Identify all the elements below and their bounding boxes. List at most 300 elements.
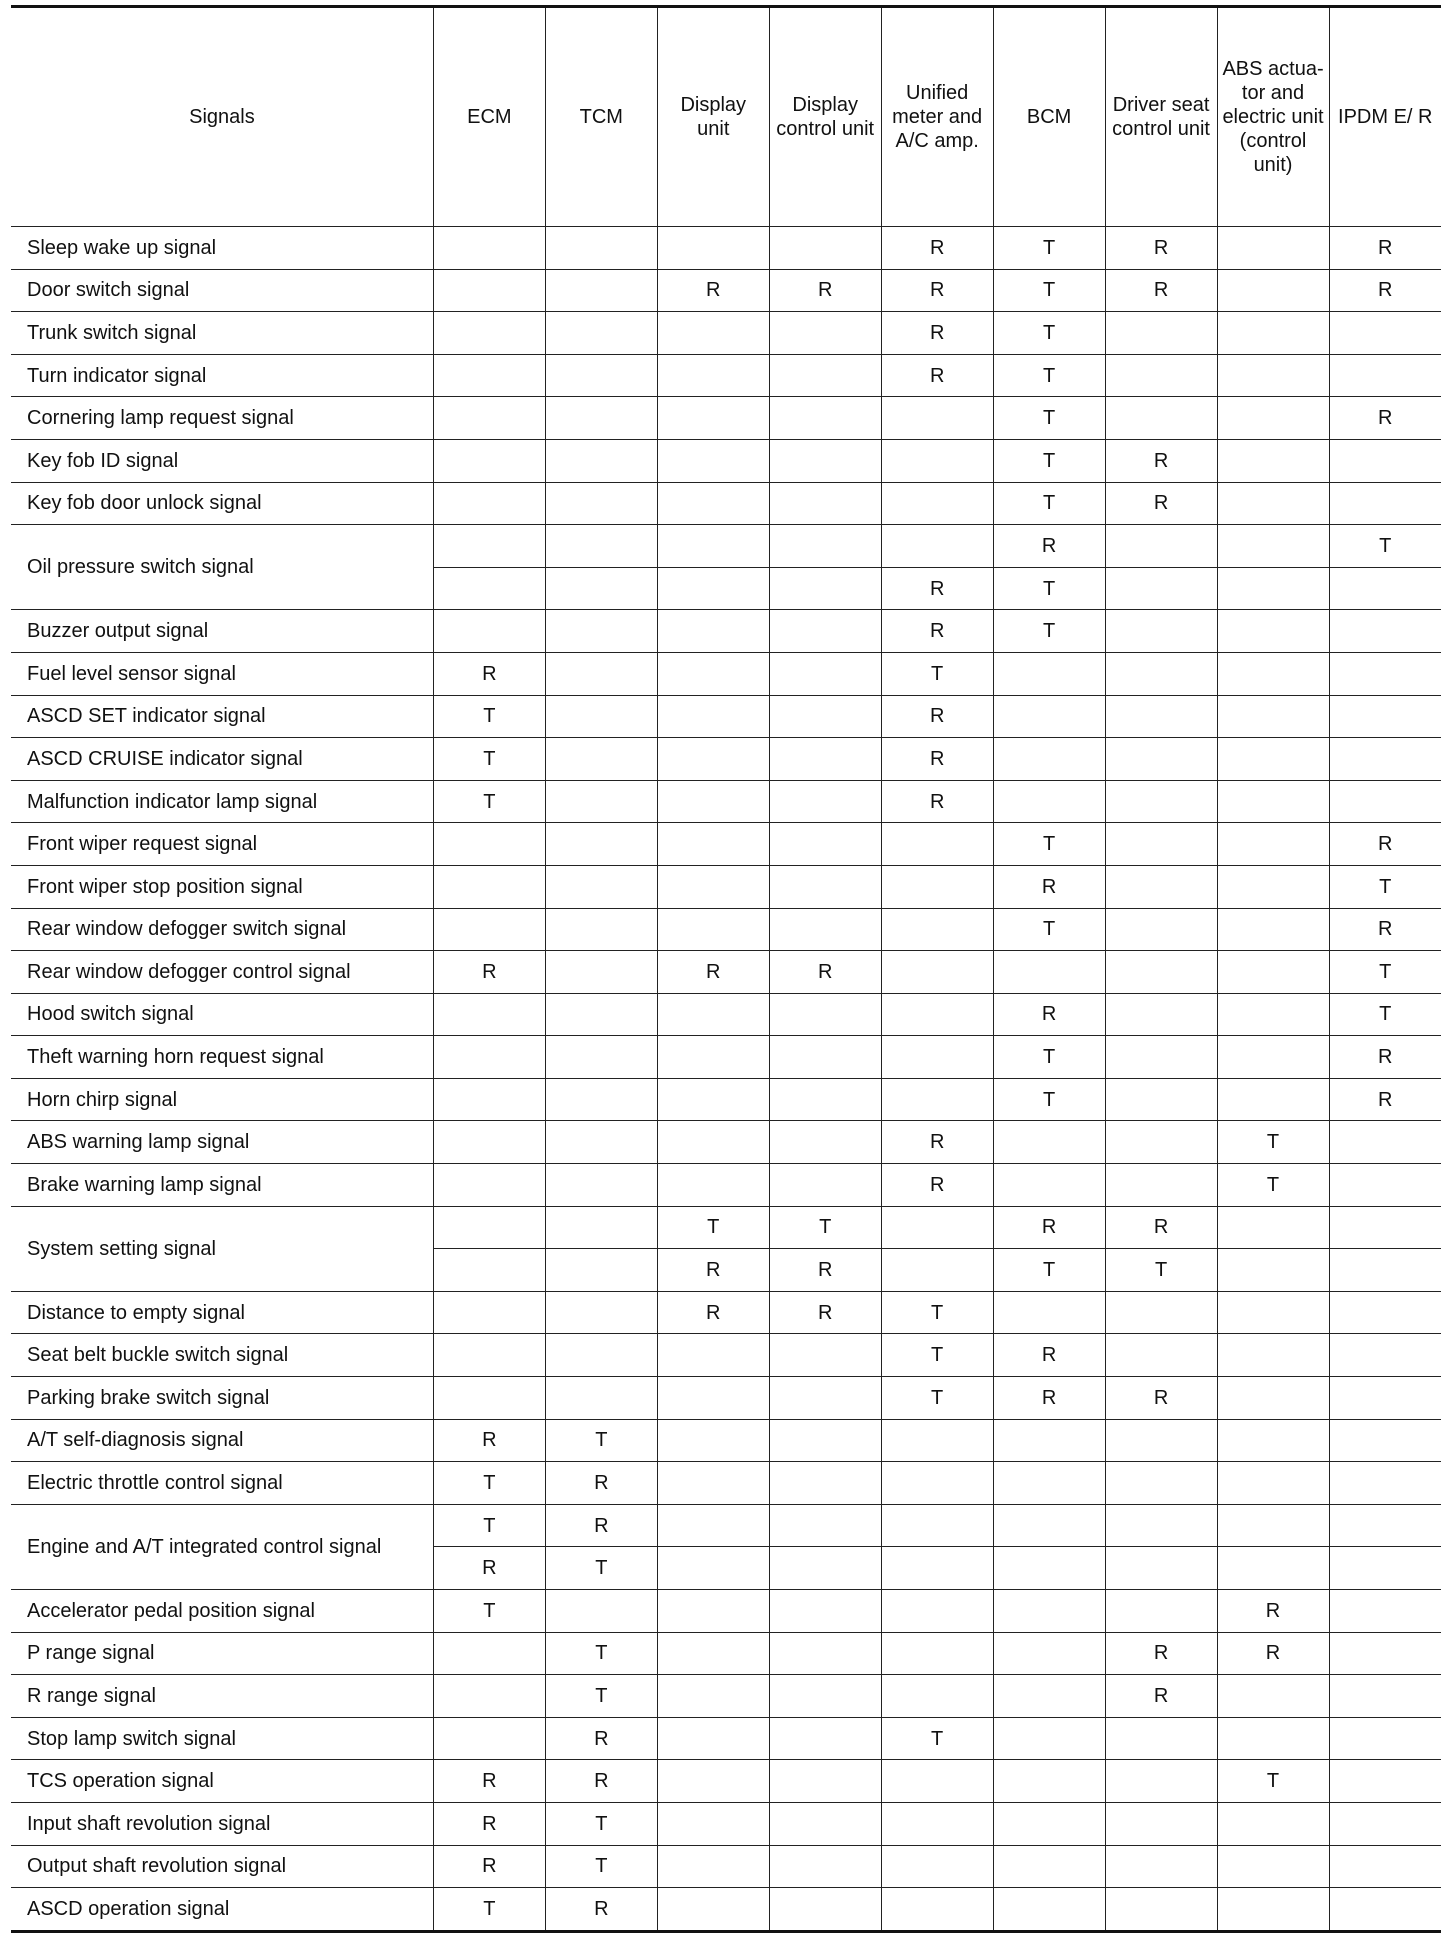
signal-value-cell — [993, 780, 1105, 823]
signal-value-cell — [657, 780, 769, 823]
column-header-abs-actuator: ABS actua-tor and electric unit (control unit) — [1217, 7, 1329, 227]
signal-value-cell: R — [433, 1802, 545, 1845]
signal-value-cell: T — [993, 908, 1105, 951]
signal-value-cell — [433, 1717, 545, 1760]
signal-value-cell — [1217, 354, 1329, 397]
signal-value-cell — [545, 823, 657, 866]
signal-value-cell — [545, 652, 657, 695]
signal-value-cell — [657, 1078, 769, 1121]
signal-name-cell: TCS operation signal — [11, 1760, 433, 1803]
signal-value-cell — [657, 227, 769, 270]
signal-value-cell: R — [433, 1760, 545, 1803]
signal-value-cell — [657, 1675, 769, 1718]
signal-value-cell: T — [433, 1462, 545, 1505]
signal-value-cell — [545, 439, 657, 482]
signal-value-cell — [1105, 695, 1217, 738]
signal-value-cell: R — [1105, 1206, 1217, 1249]
signal-value-cell: T — [881, 1717, 993, 1760]
signal-value-cell: T — [1217, 1121, 1329, 1164]
signal-value-cell: T — [881, 1377, 993, 1420]
signal-value-cell — [881, 1547, 993, 1590]
signal-value-cell: R — [993, 865, 1105, 908]
signal-name-cell: Oil pressure switch signal — [11, 525, 433, 610]
signal-name-cell: Trunk switch signal — [11, 312, 433, 355]
signal-value-cell: T — [545, 1845, 657, 1888]
signal-name-cell: R range signal — [11, 1675, 433, 1718]
signal-value-cell: T — [993, 610, 1105, 653]
signal-value-cell: T — [433, 738, 545, 781]
signal-value-cell — [1217, 1334, 1329, 1377]
signal-value-cell — [993, 1462, 1105, 1505]
signal-value-cell — [1217, 312, 1329, 355]
signal-value-cell — [545, 312, 657, 355]
signal-value-cell — [769, 1802, 881, 1845]
signal-value-cell — [545, 865, 657, 908]
table-row — [11, 1717, 1441, 1760]
signal-value-cell — [545, 269, 657, 312]
signal-value-cell — [1329, 780, 1441, 823]
signal-value-cell: R — [433, 1845, 545, 1888]
signal-value-cell — [769, 439, 881, 482]
signal-value-cell — [1105, 1547, 1217, 1590]
signal-value-cell — [1217, 908, 1329, 951]
signal-value-cell: R — [545, 1717, 657, 1760]
signal-value-cell — [1105, 780, 1217, 823]
signal-value-cell — [993, 1760, 1105, 1803]
signal-value-cell — [545, 1249, 657, 1292]
signal-value-cell — [881, 951, 993, 994]
signal-value-cell: T — [993, 354, 1105, 397]
signal-value-cell: T — [1329, 993, 1441, 1036]
signal-value-cell — [1217, 1802, 1329, 1845]
signal-value-cell — [657, 610, 769, 653]
signal-value-cell: R — [1329, 269, 1441, 312]
signal-value-cell: T — [545, 1547, 657, 1590]
signal-value-cell — [657, 1462, 769, 1505]
signal-name-cell: Fuel level sensor signal — [11, 652, 433, 695]
table-row — [11, 227, 1441, 270]
signal-value-cell — [1105, 1121, 1217, 1164]
signal-value-cell — [1217, 1249, 1329, 1292]
signal-value-cell: R — [1329, 1078, 1441, 1121]
signal-value-cell — [545, 738, 657, 781]
signal-value-cell — [1217, 439, 1329, 482]
signal-value-cell — [881, 823, 993, 866]
signal-value-cell — [433, 1632, 545, 1675]
signal-value-cell: R — [993, 993, 1105, 1036]
signal-value-cell — [1217, 1462, 1329, 1505]
signal-value-cell — [1217, 567, 1329, 610]
signal-value-cell — [1105, 1291, 1217, 1334]
signal-value-cell — [545, 1291, 657, 1334]
signal-value-cell: R — [657, 1249, 769, 1292]
table-row — [11, 1462, 1441, 1505]
table-row — [11, 1760, 1441, 1803]
table-row — [11, 1377, 1441, 1420]
signal-value-cell: R — [1105, 482, 1217, 525]
table-row — [11, 1206, 1441, 1249]
signal-value-cell — [1105, 1802, 1217, 1845]
signal-value-cell — [1217, 269, 1329, 312]
signal-value-cell — [1105, 1036, 1217, 1079]
signal-value-cell — [1217, 397, 1329, 440]
signal-value-cell: R — [433, 652, 545, 695]
signal-value-cell — [881, 865, 993, 908]
signal-value-cell — [545, 610, 657, 653]
signal-value-cell — [433, 1206, 545, 1249]
signal-value-cell — [545, 1036, 657, 1079]
signal-value-cell — [1105, 1888, 1217, 1932]
signal-value-cell — [1329, 482, 1441, 525]
signal-value-cell — [433, 397, 545, 440]
signal-value-cell: R — [1329, 823, 1441, 866]
signal-value-cell — [545, 993, 657, 1036]
signal-value-cell — [1217, 780, 1329, 823]
signal-value-cell: T — [993, 312, 1105, 355]
signal-value-cell — [881, 1632, 993, 1675]
table-row — [11, 1291, 1441, 1334]
table-row — [11, 1504, 1441, 1547]
signal-value-cell — [545, 1377, 657, 1420]
signal-value-cell — [433, 439, 545, 482]
signal-value-cell — [769, 1078, 881, 1121]
table-row — [11, 354, 1441, 397]
signal-value-cell: R — [993, 1206, 1105, 1249]
signal-value-cell — [433, 1249, 545, 1292]
signal-value-cell — [769, 1547, 881, 1590]
signal-name-cell: Seat belt buckle switch signal — [11, 1334, 433, 1377]
signal-name-cell: ABS warning lamp signal — [11, 1121, 433, 1164]
signal-value-cell — [1217, 1845, 1329, 1888]
signal-value-cell: T — [993, 482, 1105, 525]
signal-value-cell — [769, 1760, 881, 1803]
signal-value-cell — [433, 1036, 545, 1079]
signal-name-cell: Buzzer output signal — [11, 610, 433, 653]
signal-name-cell: Sleep wake up signal — [11, 227, 433, 270]
signal-value-cell — [657, 1121, 769, 1164]
signal-table — [11, 5, 1441, 1933]
signal-value-cell — [881, 525, 993, 568]
signal-value-cell — [769, 227, 881, 270]
signal-value-cell — [657, 1760, 769, 1803]
signal-value-cell: T — [881, 1334, 993, 1377]
signal-value-cell — [769, 738, 881, 781]
signal-value-cell — [1329, 439, 1441, 482]
signal-value-cell: R — [1329, 1036, 1441, 1079]
signal-value-cell — [1105, 993, 1217, 1036]
signal-value-cell — [769, 1462, 881, 1505]
signal-value-cell — [993, 1164, 1105, 1207]
signal-value-cell — [1217, 1036, 1329, 1079]
signal-value-cell — [1329, 1206, 1441, 1249]
signal-value-cell: T — [881, 1291, 993, 1334]
signal-value-cell — [657, 1717, 769, 1760]
signal-value-cell — [1329, 354, 1441, 397]
table-row — [11, 823, 1441, 866]
signal-value-cell — [545, 695, 657, 738]
signal-value-cell — [1217, 1291, 1329, 1334]
signal-value-cell — [1329, 1504, 1441, 1547]
signal-value-cell: T — [881, 652, 993, 695]
signal-value-cell — [1217, 652, 1329, 695]
signal-name-cell: Key fob ID signal — [11, 439, 433, 482]
signal-value-cell — [1105, 1717, 1217, 1760]
signal-name-cell: Hood switch signal — [11, 993, 433, 1036]
signal-value-cell — [1105, 1760, 1217, 1803]
signal-value-cell: T — [993, 567, 1105, 610]
signal-value-cell — [1329, 1675, 1441, 1718]
table-row — [11, 652, 1441, 695]
signal-value-cell — [657, 525, 769, 568]
signal-value-cell: R — [1329, 227, 1441, 270]
signal-value-cell — [1217, 1078, 1329, 1121]
table-row — [11, 908, 1441, 951]
signal-name-cell: P range signal — [11, 1632, 433, 1675]
signal-value-cell — [1217, 1206, 1329, 1249]
signal-value-cell: R — [1105, 227, 1217, 270]
signal-value-cell — [1217, 865, 1329, 908]
signal-value-cell: R — [881, 780, 993, 823]
signal-value-cell — [769, 525, 881, 568]
signal-value-cell: R — [1105, 1675, 1217, 1718]
signal-value-cell — [769, 993, 881, 1036]
signal-value-cell — [1217, 1675, 1329, 1718]
signal-value-cell — [1217, 610, 1329, 653]
signal-value-cell — [993, 1802, 1105, 1845]
table-row — [11, 1802, 1441, 1845]
signal-value-cell — [1329, 1802, 1441, 1845]
signal-value-cell: R — [433, 951, 545, 994]
signal-value-cell — [769, 1419, 881, 1462]
signal-value-cell — [769, 1121, 881, 1164]
signal-value-cell — [1217, 1547, 1329, 1590]
signal-value-cell — [545, 354, 657, 397]
column-header-display-control-unit: Display control unit — [769, 7, 881, 227]
signal-value-cell: R — [657, 1291, 769, 1334]
signal-value-cell: R — [881, 610, 993, 653]
signal-value-cell — [657, 439, 769, 482]
signal-value-cell — [545, 1334, 657, 1377]
signal-value-cell — [657, 1590, 769, 1633]
signal-value-cell: R — [1105, 439, 1217, 482]
signal-value-cell — [1329, 1845, 1441, 1888]
signal-value-cell: R — [881, 695, 993, 738]
signal-value-cell: T — [545, 1675, 657, 1718]
signal-value-cell — [657, 397, 769, 440]
signal-value-cell — [1329, 567, 1441, 610]
signal-name-cell: Door switch signal — [11, 269, 433, 312]
signal-value-cell — [657, 1504, 769, 1547]
signal-value-cell — [1329, 652, 1441, 695]
column-header-bcm: BCM — [993, 7, 1105, 227]
signal-value-cell — [769, 652, 881, 695]
signal-value-cell: R — [433, 1419, 545, 1462]
signal-value-cell: T — [545, 1802, 657, 1845]
column-header-signals: Signals — [11, 7, 433, 227]
signal-value-cell — [1105, 1845, 1217, 1888]
table-header — [11, 7, 1441, 227]
signal-value-cell — [993, 1590, 1105, 1633]
signal-value-cell — [433, 1291, 545, 1334]
signal-value-cell: R — [769, 951, 881, 994]
signal-value-cell — [1105, 525, 1217, 568]
signal-value-cell — [993, 1419, 1105, 1462]
signal-value-cell — [881, 1845, 993, 1888]
table-row — [11, 610, 1441, 653]
signal-value-cell — [993, 652, 1105, 695]
signal-value-cell — [1329, 312, 1441, 355]
signal-value-cell — [433, 908, 545, 951]
signal-name-cell: Output shaft revolution signal — [11, 1845, 433, 1888]
signal-value-cell: T — [433, 695, 545, 738]
signal-value-cell: R — [545, 1462, 657, 1505]
table-row — [11, 1675, 1441, 1718]
signal-value-cell: T — [993, 1249, 1105, 1292]
signal-value-cell — [769, 1888, 881, 1932]
signal-value-cell — [881, 482, 993, 525]
signal-value-cell — [657, 567, 769, 610]
signal-value-cell: T — [993, 439, 1105, 482]
signal-value-cell — [433, 269, 545, 312]
signal-value-cell: T — [1329, 865, 1441, 908]
signal-value-cell — [545, 908, 657, 951]
signal-value-cell — [769, 1164, 881, 1207]
signal-value-cell — [1329, 1547, 1441, 1590]
signal-value-cell — [657, 823, 769, 866]
signal-value-cell: R — [1217, 1632, 1329, 1675]
signal-value-cell — [769, 865, 881, 908]
table-row — [11, 1845, 1441, 1888]
table-body — [11, 227, 1441, 1932]
signal-value-cell — [1105, 354, 1217, 397]
column-header-tcm: TCM — [545, 7, 657, 227]
signal-value-cell — [433, 865, 545, 908]
signal-value-cell — [1105, 951, 1217, 994]
signal-name-cell: Parking brake switch signal — [11, 1377, 433, 1420]
signal-value-cell — [881, 908, 993, 951]
signal-value-cell — [1105, 1419, 1217, 1462]
signal-value-cell — [433, 354, 545, 397]
signal-value-cell — [433, 1377, 545, 1420]
signal-value-cell — [657, 695, 769, 738]
signal-value-cell — [433, 525, 545, 568]
signal-name-cell: ASCD CRUISE indicator signal — [11, 738, 433, 781]
signal-name-cell: Electric throttle control signal — [11, 1462, 433, 1505]
table-row — [11, 951, 1441, 994]
signal-value-cell — [881, 993, 993, 1036]
signal-value-cell — [769, 695, 881, 738]
table-row — [11, 439, 1441, 482]
signal-value-cell — [657, 1334, 769, 1377]
table-row — [11, 1036, 1441, 1079]
signal-value-cell — [657, 865, 769, 908]
signal-value-cell — [657, 1547, 769, 1590]
signal-value-cell — [769, 1504, 881, 1547]
signal-value-cell — [545, 567, 657, 610]
signal-value-cell — [657, 908, 769, 951]
signal-value-cell — [1329, 1121, 1441, 1164]
signal-value-cell — [433, 610, 545, 653]
signal-value-cell — [657, 1164, 769, 1207]
signal-value-cell: T — [993, 1078, 1105, 1121]
table-row — [11, 397, 1441, 440]
signal-value-cell — [657, 1632, 769, 1675]
table-row — [11, 1632, 1441, 1675]
signal-name-cell: ASCD SET indicator signal — [11, 695, 433, 738]
table-row — [11, 482, 1441, 525]
signal-value-cell: R — [993, 1334, 1105, 1377]
signal-name-cell: Theft warning horn request signal — [11, 1036, 433, 1079]
signal-value-cell — [769, 610, 881, 653]
signal-value-cell: R — [881, 354, 993, 397]
signal-value-cell — [1105, 1164, 1217, 1207]
signal-value-cell — [1217, 1419, 1329, 1462]
signal-value-cell — [881, 1249, 993, 1292]
signal-value-cell — [545, 1164, 657, 1207]
signal-value-cell — [881, 1036, 993, 1079]
signal-value-cell — [1217, 1377, 1329, 1420]
signal-value-cell: R — [993, 525, 1105, 568]
signal-value-cell — [1105, 1078, 1217, 1121]
signal-value-cell — [993, 1632, 1105, 1675]
signal-value-cell — [545, 227, 657, 270]
signal-value-cell — [1329, 1291, 1441, 1334]
signal-value-cell: T — [993, 823, 1105, 866]
signal-value-cell: T — [993, 227, 1105, 270]
signal-value-cell — [657, 354, 769, 397]
signal-value-cell — [433, 1078, 545, 1121]
column-header-unified-meter: Unified meter and A/C amp. — [881, 7, 993, 227]
table-row — [11, 695, 1441, 738]
signal-name-cell: Horn chirp signal — [11, 1078, 433, 1121]
column-header-driver-seat-control-unit: Driver seat control unit — [1105, 7, 1217, 227]
signal-value-cell: R — [769, 1249, 881, 1292]
signal-value-cell: R — [545, 1504, 657, 1547]
signal-value-cell — [1217, 525, 1329, 568]
signal-value-cell — [1217, 993, 1329, 1036]
signal-name-cell: Distance to empty signal — [11, 1291, 433, 1334]
signal-value-cell — [1329, 738, 1441, 781]
table-row — [11, 1419, 1441, 1462]
signal-value-cell: R — [1105, 1377, 1217, 1420]
signal-value-cell: T — [1217, 1164, 1329, 1207]
signal-value-cell: T — [545, 1632, 657, 1675]
signal-value-cell — [1105, 738, 1217, 781]
column-header-ecm: ECM — [433, 7, 545, 227]
signal-value-cell — [1217, 1888, 1329, 1932]
signal-value-cell — [769, 1717, 881, 1760]
signal-value-cell: T — [433, 780, 545, 823]
signal-value-cell — [545, 397, 657, 440]
signal-value-cell: R — [545, 1760, 657, 1803]
signal-value-cell — [881, 1206, 993, 1249]
signal-value-cell — [769, 780, 881, 823]
signal-value-cell: R — [545, 1888, 657, 1932]
signal-value-cell: T — [1105, 1249, 1217, 1292]
column-header-display-unit: Display unit — [657, 7, 769, 227]
signal-value-cell: R — [657, 951, 769, 994]
signal-value-cell — [993, 738, 1105, 781]
signal-value-cell: T — [993, 1036, 1105, 1079]
signal-name-cell: A/T self-diagnosis signal — [11, 1419, 433, 1462]
signal-value-cell — [1329, 1462, 1441, 1505]
signal-value-cell — [1105, 397, 1217, 440]
signal-value-cell — [545, 951, 657, 994]
signal-value-cell — [881, 1504, 993, 1547]
signal-value-cell: R — [1105, 269, 1217, 312]
signal-value-cell — [433, 567, 545, 610]
signal-value-cell — [993, 1675, 1105, 1718]
